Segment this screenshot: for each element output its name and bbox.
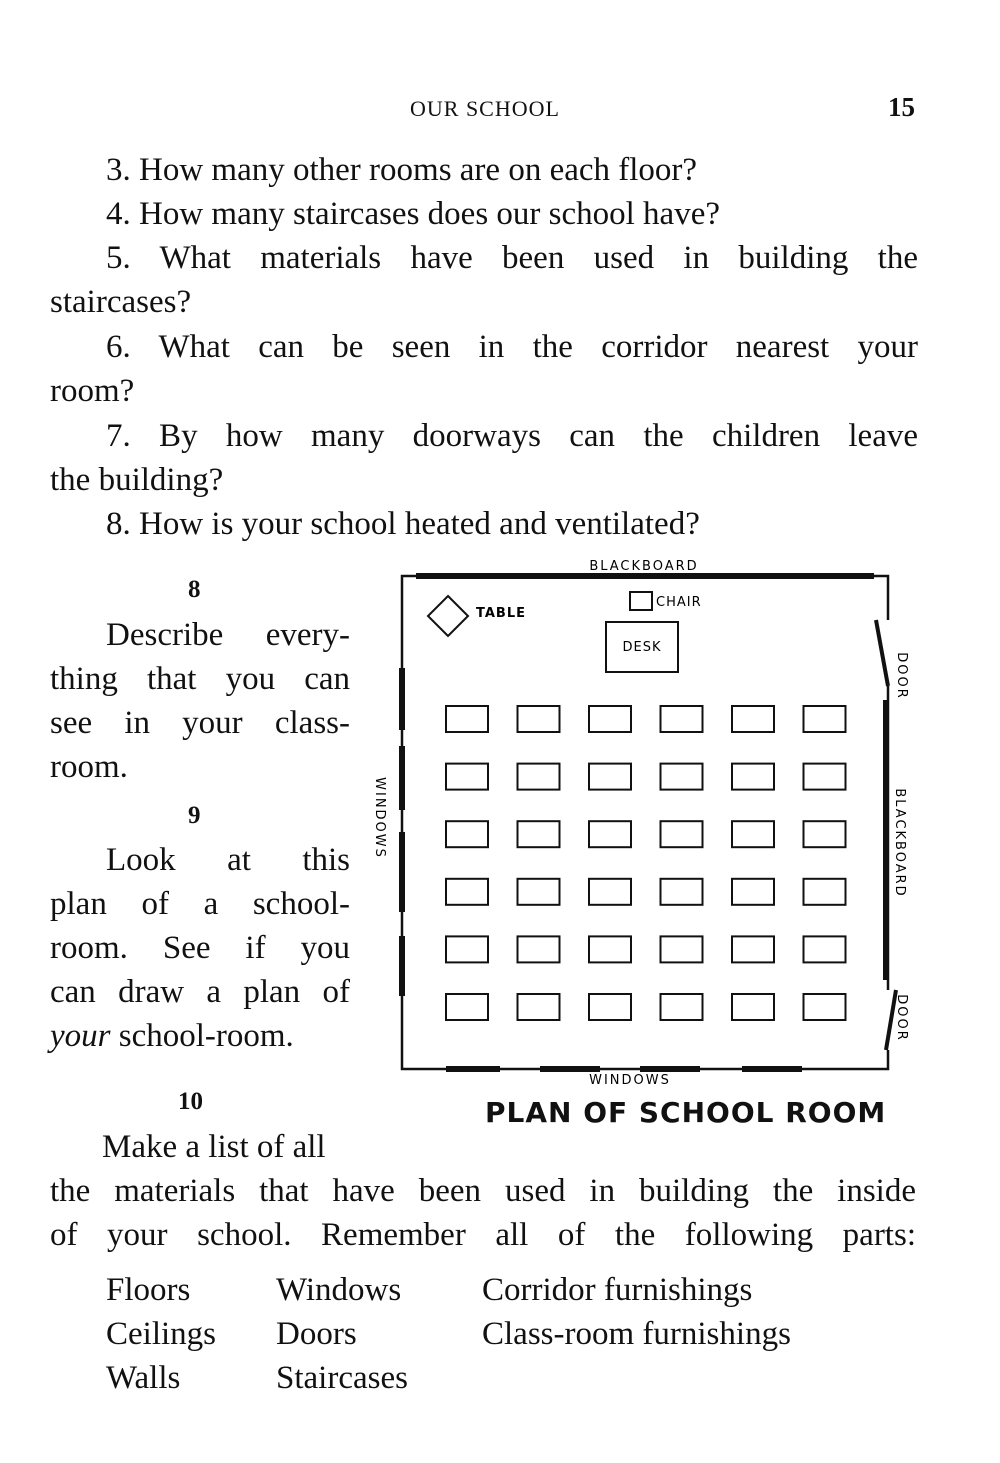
- student-desk: [446, 994, 488, 1020]
- student-desk: [518, 936, 560, 962]
- question-8: 8. How is your school heated and ventilated?: [106, 506, 700, 542]
- section-8-line-1: Describe every-: [106, 617, 350, 653]
- question-6-line-1: 6. What can be seen in the corridor nearest your: [106, 329, 918, 365]
- question-5-line-2: staircases?: [50, 284, 192, 320]
- section-9-line-5-rest: school-room.: [110, 1018, 294, 1054]
- emphasis-your: your: [50, 1018, 111, 1054]
- student-desk: [804, 879, 846, 905]
- section-8-line-3: see in your class-: [50, 705, 350, 741]
- student-desk: [446, 764, 488, 790]
- part-classroom-furnishings: Class-room furnishings: [482, 1316, 791, 1352]
- section-10-line-3: of your school. Remember all of the following parts:: [50, 1217, 916, 1253]
- section-8-line-4: room.: [50, 749, 128, 785]
- student-desk: [804, 994, 846, 1020]
- section-10-line-1: Make a list of all: [102, 1129, 326, 1165]
- part-doors: Doors: [276, 1316, 357, 1352]
- table-shape: [428, 596, 468, 636]
- part-windows: Windows: [276, 1272, 402, 1308]
- section-9-line-2: plan of a school-: [50, 886, 350, 922]
- part-staircases: Staircases: [276, 1360, 408, 1396]
- student-desk: [661, 936, 703, 962]
- student-desk: [732, 994, 774, 1020]
- label-table: TABLE: [476, 606, 526, 621]
- student-desk: [446, 706, 488, 732]
- student-desk: [732, 706, 774, 732]
- label-chair: CHAIR: [656, 595, 702, 610]
- label-windows-left: WINDOWS: [372, 777, 387, 859]
- section-9-line-4: can draw a plan of: [50, 974, 350, 1010]
- label-blackboard-right: BLACKBOARD: [892, 788, 907, 898]
- question-5-line-1: 5. What materials have been used in building the: [106, 240, 918, 276]
- label-door-top: DOOR: [894, 652, 909, 700]
- part-floors: Floors: [106, 1272, 191, 1308]
- section-10-number: 10: [178, 1088, 203, 1115]
- student-desk: [804, 821, 846, 847]
- student-desk: [732, 764, 774, 790]
- student-desk: [732, 936, 774, 962]
- student-desk: [589, 821, 631, 847]
- section-9-line-1: Look at this: [106, 842, 350, 878]
- running-head: OUR SCHOOL: [410, 96, 560, 121]
- student-desk: [732, 821, 774, 847]
- label-blackboard-top: BLACKBOARD: [589, 559, 699, 574]
- student-desk: [589, 994, 631, 1020]
- label-windows-bottom: WINDOWS: [589, 1073, 671, 1088]
- part-ceilings: Ceilings: [106, 1316, 217, 1352]
- student-desk: [518, 879, 560, 905]
- student-desk: [661, 879, 703, 905]
- question-6-line-2: room?: [50, 373, 135, 409]
- student-desk: [518, 764, 560, 790]
- chair-shape: [630, 592, 652, 610]
- student-desk: [661, 821, 703, 847]
- question-3: 3. How many other rooms are on each floor?: [106, 152, 698, 188]
- question-4: 4. How many staircases does our school have?: [106, 196, 720, 232]
- section-9-line-3: room. See if you: [50, 930, 350, 966]
- student-desk: [589, 764, 631, 790]
- student-desk: [804, 706, 846, 732]
- student-desk: [518, 821, 560, 847]
- student-desk: [661, 764, 703, 790]
- label-door-bottom: DOOR: [894, 994, 909, 1042]
- section-8-number: 8: [188, 576, 201, 603]
- student-desk: [518, 994, 560, 1020]
- part-corridor-furnishings: Corridor furnishings: [482, 1272, 753, 1308]
- student-desk: [732, 879, 774, 905]
- section-9-number: 9: [188, 802, 201, 829]
- student-desk: [518, 706, 560, 732]
- student-desk: [661, 706, 703, 732]
- student-desk: [446, 936, 488, 962]
- student-desk: [804, 936, 846, 962]
- student-desk: [589, 706, 631, 732]
- student-desk: [446, 821, 488, 847]
- section-10-line-2: the materials that have been used in building the inside: [50, 1173, 916, 1209]
- section-8-line-2: thing that you can: [50, 661, 350, 697]
- student-desk: [446, 879, 488, 905]
- question-7-line-2: the building?: [50, 462, 224, 498]
- student-desk: [804, 764, 846, 790]
- question-7-line-1: 7. By how many doorways can the children leave: [106, 418, 918, 454]
- plan-caption: PLAN OF SCHOOL ROOM: [485, 1096, 887, 1129]
- student-desk: [589, 936, 631, 962]
- part-walls: Walls: [106, 1360, 181, 1396]
- label-desk: DESK: [622, 640, 662, 655]
- student-desk-grid: [446, 706, 846, 1020]
- student-desk: [589, 879, 631, 905]
- student-desk: [661, 994, 703, 1020]
- page-number: 15: [888, 92, 915, 122]
